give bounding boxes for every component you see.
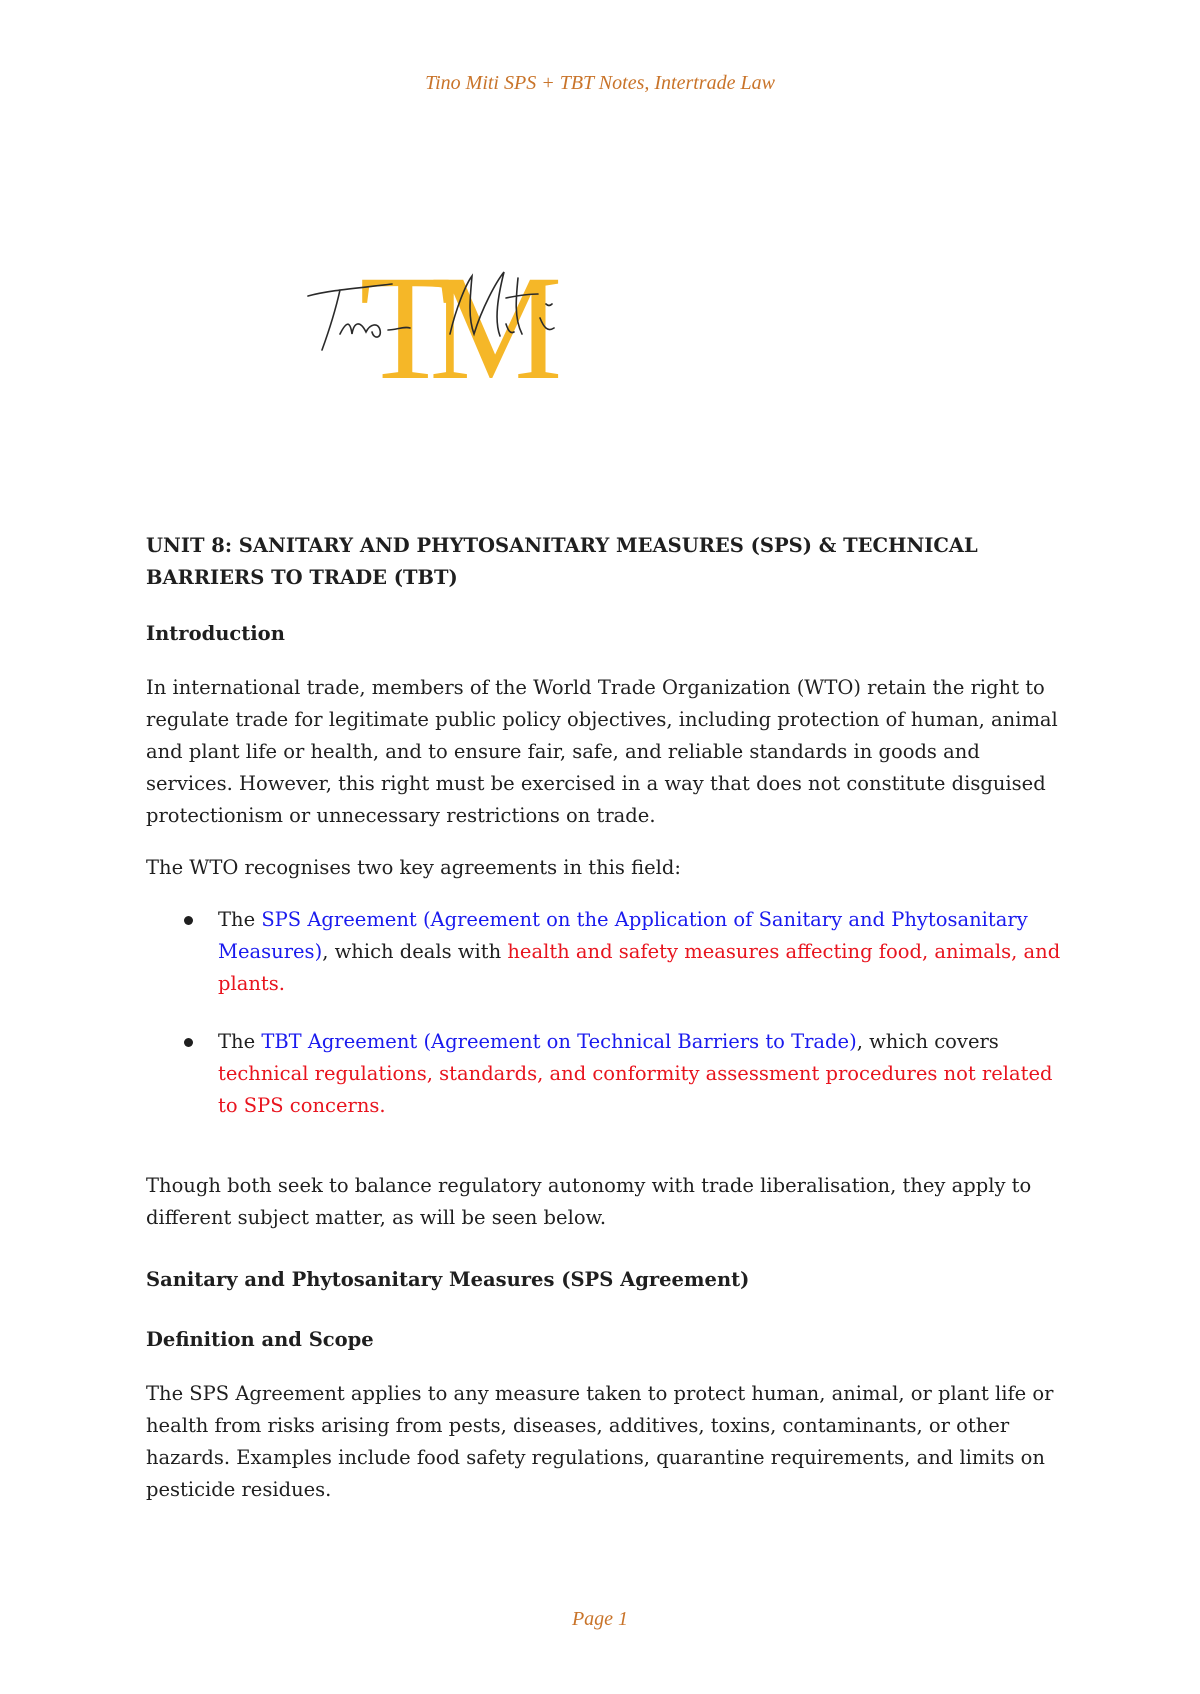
sps-scope: health and safety measures affecting food, animals, and plants.	[218, 940, 1061, 995]
bullet-icon	[184, 916, 193, 925]
sps-agreement-name: SPS Agreement (Agreement on the Application of Sanitary and Phytosanitary Measures)	[218, 908, 1028, 963]
tm-monogram-icon	[300, 238, 600, 388]
definition-scope-heading: Definition and Scope	[146, 1328, 374, 1351]
sps-middle: , which deals with	[322, 940, 508, 963]
tbt-scope: technical regulations, standards, and conformity assessment procedures not related to SPS concerns.	[218, 1062, 1053, 1117]
tbt-agreement-name: TBT Agreement (Agreement on Technical Barriers to Trade)	[261, 1030, 857, 1053]
introduction-heading: Introduction	[146, 622, 285, 645]
bullet-icon	[184, 1038, 193, 1047]
unit-title: UNIT 8: SANITARY AND PHYTOSANITARY MEASURES (SPS) & TECHNICAL BARRIERS TO TRADE (TBT)	[146, 534, 978, 589]
list-item-sps	[146, 904, 1066, 1000]
document-body	[146, 530, 1066, 1506]
page-header: Tino Miti SPS + TBT Notes, Intertrade Law	[425, 72, 775, 94]
logo	[300, 238, 600, 388]
balance-paragraph: Though both seek to balance regulatory autonomy with trade liberalisation, they apply to different subject matter, as will be seen below.	[146, 1174, 1032, 1229]
sps-scope-paragraph: The SPS Agreement applies to any measure taken to protect human, animal, or plant life or health from risks arising from pests, diseases, additives, toxins, contaminants, or other hazards. Examples include food safety regulations, quarantine requirements, and limits on pesticide residues.	[146, 1382, 1054, 1501]
agreements-list	[146, 904, 1066, 1122]
list-item-tbt	[146, 1026, 1066, 1122]
svg-text:TM: TM	[359, 245, 541, 388]
sps-prefix: The	[218, 908, 262, 931]
agreements-lead-in: The WTO recognises two key agreements in this field:	[146, 856, 681, 879]
tbt-middle: , which covers	[856, 1030, 999, 1053]
page-number: Page 1	[571, 1608, 629, 1630]
tbt-prefix: The	[218, 1030, 262, 1053]
sps-section-heading: Sanitary and Phytosanitary Measures (SPS Agreement)	[146, 1268, 750, 1291]
intro-paragraph: In international trade, members of the World Trade Organization (WTO) retain the right to regulate trade for legitimate public policy objectives, including protection of human, animal and plant life or health, and to ensure fair, safe, and reliable standards in goods and services. However, this right must be exercised in a way that does not constitute disguised protectionism or unnecessary restrictions on trade.	[146, 676, 1058, 827]
